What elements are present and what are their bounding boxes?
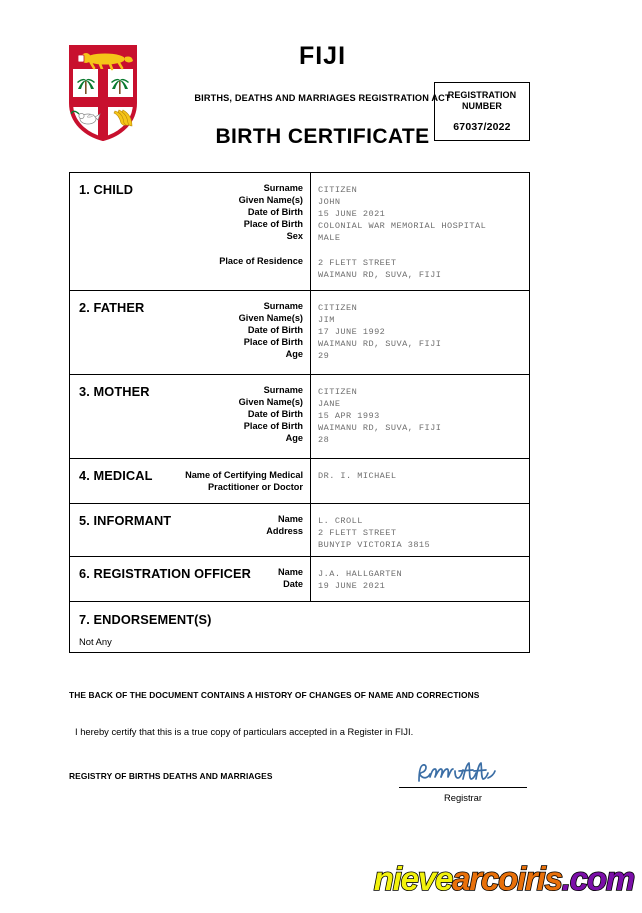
value-child-sex: MALE [318,233,341,244]
value-registration-officer-name: J.A. HALLGARTEN [318,569,403,579]
label-child-sex: Sex [286,231,303,242]
signature-block [399,759,527,803]
value-child-given-names: JOHN [318,197,341,208]
section-registration-officer-heading: 6. REGISTRATION OFFICER [79,566,251,581]
value-informant-address-line-1: 2 FLETT STREET [318,528,397,539]
label-father-age: Age [285,349,303,360]
document-footer [69,690,530,821]
registration-number-value: 67037/2022 [453,121,511,134]
section-registration-officer-left [70,557,311,601]
label-mother-place-of-birth: Place of Birth [243,421,303,432]
section-father-heading: 2. FATHER [79,300,145,315]
registration-label-line-1: REGISTRATION [447,89,517,100]
value-medical-practitioner: DR. I. MICHAEL [318,471,397,481]
label-mother-surname: Surname [263,385,303,395]
value-child-surname: CITIZEN [318,185,358,195]
value-mother-place-of-birth: WAIMANU RD, SUVA, FIJI [318,423,442,434]
value-mother-date-of-birth: 15 APR 1993 [318,411,380,422]
section-father-left [70,291,311,374]
value-child-date-of-birth: 15 JUNE 2021 [318,209,386,220]
section-endorsements [70,602,529,652]
registrar-signature [399,759,527,787]
section-mother-left [70,375,311,458]
label-child-place-of-residence: Place of Residence [219,255,303,266]
label-medical-practitioner-line-2: Practitioner or Doctor [208,482,303,493]
section-informant-values [311,504,529,556]
section-endorsements-body: Not Any [79,636,112,647]
label-father-given-names: Given Name(s) [238,313,303,324]
watermark-part-1: nieve [373,860,453,897]
fiji-coat-of-arms-icon [69,45,137,141]
registrar-role-label: Registrar [443,792,483,803]
value-father-given-names: JIM [318,315,335,326]
section-medical [70,459,529,504]
label-medical-practitioner-line-1: Name of Certifying Medical [185,470,303,480]
value-child-residence-line-1: 2 FLETT STREET [318,257,397,268]
section-medical-heading: 4. MEDICAL [79,468,153,483]
value-mother-surname: CITIZEN [318,387,358,397]
section-child-left [70,173,311,290]
section-child-values [311,173,529,290]
registry-label: REGISTRY OF BIRTHS DEATHS AND MARRIAGES [69,771,273,781]
label-mother-age: Age [285,433,303,444]
site-watermark [0,862,642,895]
value-father-place-of-birth: WAIMANU RD, SUVA, FIJI [318,339,442,350]
section-informant-heading: 5. INFORMANT [79,513,172,528]
section-child-labels [219,182,303,267]
label-father-date-of-birth: Date of Birth [247,325,303,336]
label-child-surname: Surname [263,183,303,193]
label-child-given-names: Given Name(s) [238,195,303,206]
section-mother-heading: 3. MOTHER [79,384,150,399]
value-mother-age: 28 [318,435,330,446]
value-registration-officer-date: 19 JUNE 2021 [318,581,386,592]
document-title: BIRTH CERTIFICATE [215,125,430,148]
value-child-residence-line-2: WAIMANU RD, SUVA, FIJI [318,269,442,280]
certificate-table [69,172,530,653]
registration-label-line-2: NUMBER [461,101,503,111]
section-informant-labels [266,513,303,537]
country-title: FIJI [298,42,347,70]
watermark-part-3: .com [561,860,634,897]
back-of-document-note: THE BACK OF THE DOCUMENT CONTAINS A HISTORY OF CHANGES OF NAME AND CORRECTIONS [69,690,480,700]
section-child-heading: 1. CHILD [79,182,134,197]
section-medical-values [311,459,529,503]
label-father-place-of-birth: Place of Birth [243,337,303,348]
watermark-part-2: arcoiris [452,860,562,897]
value-father-age: 29 [318,351,330,362]
section-father-values [311,291,529,374]
label-mother-given-names: Given Name(s) [238,397,303,408]
value-informant-name: L. CROLL [318,516,363,526]
value-informant-address-line-2: BUNYIP VICTORIA 3815 [318,540,431,551]
section-medical-labels [143,469,303,493]
section-child [70,173,529,291]
section-mother [70,375,529,459]
certification-statement: I hereby certify that this is a true copy of particulars accepted in a Register in FIJI. [75,726,414,737]
label-child-place-of-birth: Place of Birth [243,219,303,230]
section-mother-values [311,375,529,458]
section-father-labels [239,300,303,360]
section-endorsements-heading: 7. ENDORSEMENT(S) [79,612,212,627]
section-registration-officer-values [311,557,529,601]
registration-number-box [434,82,530,141]
label-registration-officer-name: Name [277,567,303,577]
signature-line [399,787,527,788]
section-informant-left [70,504,311,556]
value-father-surname: CITIZEN [318,303,358,313]
value-child-place-of-birth: COLONIAL WAR MEMORIAL HOSPITAL [318,221,487,232]
registry-signature-row [69,769,530,821]
label-registration-officer-date: Date [283,579,303,590]
document-header [0,0,642,148]
act-line: BIRTHS, DEATHS AND MARRIAGES REGISTRATION ACT [194,93,451,103]
label-father-surname: Surname [263,301,303,311]
value-father-date-of-birth: 17 JUNE 1992 [318,327,386,338]
section-registration-officer-labels [278,566,303,590]
label-mother-date-of-birth: Date of Birth [247,409,303,420]
label-informant-address: Address [266,526,303,537]
value-mother-given-names: JANE [318,399,341,410]
section-medical-left [70,459,311,503]
label-child-date-of-birth: Date of Birth [247,207,303,218]
section-father [70,291,529,375]
section-registration-officer [70,557,529,602]
section-informant [70,504,529,557]
section-mother-labels [239,384,303,444]
label-informant-name: Name [277,514,303,524]
